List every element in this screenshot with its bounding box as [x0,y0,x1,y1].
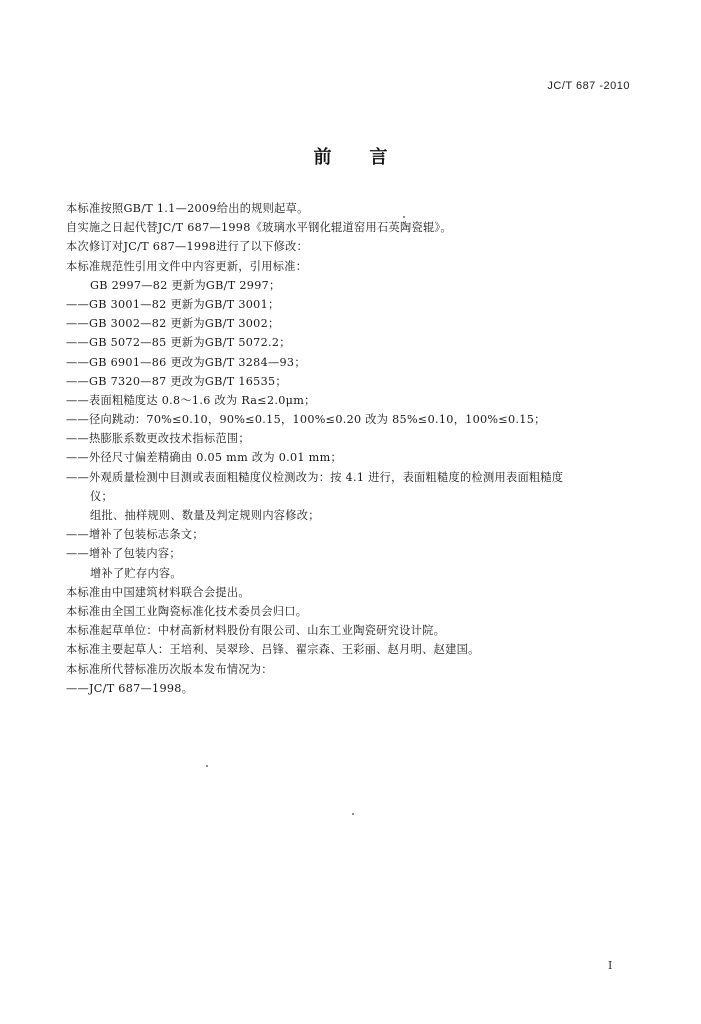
body-line: ——径向跳动：70%≤0.10，90%≤0.15，100%≤0.20 改为 85%≤0.10，100%≤0.15； [66,413,546,427]
body-line: 本标准所代替标准历次版本发布情况为： [66,662,273,676]
scan-speck [352,813,354,815]
body-line: ——表面粗糙度达 0.8～1.6 改为 Ra≤2.0μm； [66,393,316,407]
body-line: 本标准起草单位：中材高新材料股份有限公司、山东工业陶瓷研究设计院。 [66,624,446,638]
body-line: ——GB 7320—87 更改为GB/T 16535； [66,374,287,388]
body-line: 本标准由中国建筑材料联合会提出。 [66,585,250,599]
body-line: 本标准按照GB/T 1.1—2009给出的规则起草。 [66,202,309,215]
body-line: 本标准由全国工业陶瓷标准化技术委员会归口。 [66,604,308,618]
body-line: ——增补了包装内容； [66,547,181,561]
body-line: 仪； [90,489,113,503]
body-line: ——JC/T 687—1998。 [66,681,194,695]
body-line: ——外观质量检测中目测或表面粗糙度仪检测改为：按 4.1 进行，表面粗糙度的检测用表面粗糙度 [66,470,564,484]
body-line: 本标准主要起草人：王培利、吴翠珍、吕锋、翟宗森、王彩丽、赵月明、赵建国。 [66,643,480,657]
body-line: GB 2997—82 更新为GB/T 2997； [90,278,281,292]
body-line: ——GB 6901—86 更改为GB/T 3284—93； [66,355,306,369]
body-line: 本次修订对JC/T 687—1998进行了以下修改： [66,240,309,254]
scan-speck [206,765,208,767]
body-line: 增补了贮存内容。 [90,566,182,580]
body-line: ——外径尺寸偏差精确由 0.05 mm 改为 0.01 mm； [66,451,342,465]
page-number: I [608,959,613,972]
body-line: ——热膨胀系数更改技术指标范围； [66,432,250,446]
page-title: 前言 [313,147,426,168]
body-line: ——GB 3002—82 更新为GB/T 3002； [66,317,280,331]
body-line: ——增补了包装标志条文； [66,528,204,542]
body-line: ——GB 5072—85 更新为GB/T 5072.2； [66,336,291,350]
body-line: 组批、抽样规则、数量及判定规则内容修改； [90,509,320,522]
body-line: 自实施之日起代替JC/T 687—1998《玻璃水平钢化辊道窑用石英陶瓷辊》。 [66,221,452,235]
body-line: ——GB 3001—82 更新为GB/T 3001； [66,297,280,311]
body-line: 本标准规范性引用文件中内容更新，引用标准： [66,259,308,273]
scan-speck [403,216,405,218]
standard-code: JC/T 687 -2010 [547,80,630,92]
document-body [66,199,646,698]
